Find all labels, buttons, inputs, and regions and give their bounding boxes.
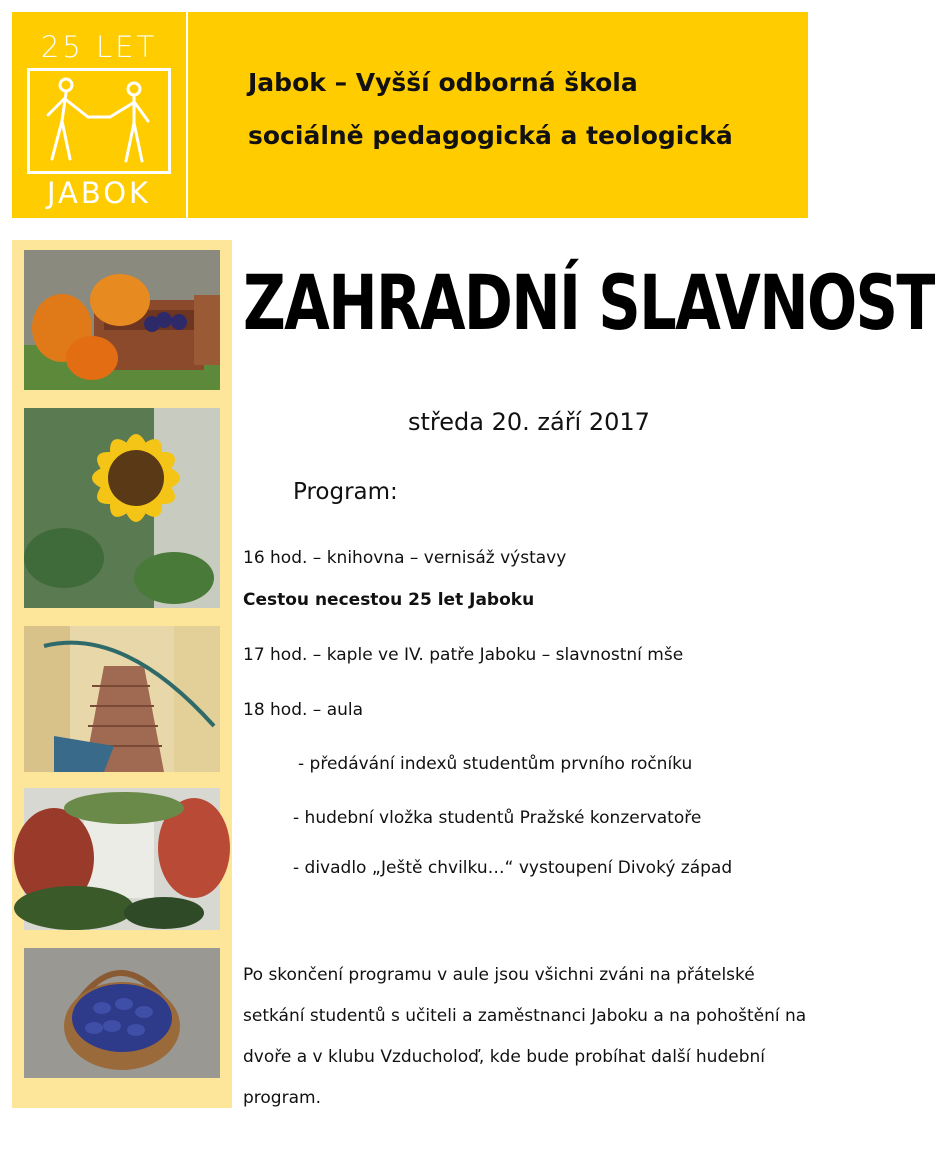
staircase-photo bbox=[24, 626, 220, 772]
program-item-7: - divadlo „Ještě chvilku…“ vystoupení Divoký západ bbox=[293, 858, 733, 878]
program-item-4: 18 hod. – aula bbox=[243, 700, 364, 720]
jabok-logo bbox=[12, 12, 188, 218]
program-item-3: 17 hod. – kaple ve IV. patře Jaboku – slavnostní mše bbox=[243, 645, 684, 665]
event-title: ZAHRADNÍ SLAVNOST bbox=[243, 258, 935, 347]
closing-paragraph: Po skončení programu v aule jsou všichni zváni na přátelské setkání studentů s učiteli a zaměstnanci Jaboku a na pohoštění na dvoře a v klubu Vzducholoď, kde bude probíhat další hudební program. bbox=[243, 965, 807, 1108]
program-item-1: 16 hod. – knihovna – vernisáž výstavy bbox=[243, 548, 567, 568]
logo-bottom-text: JABOK bbox=[46, 176, 152, 210]
program-item-6: - hudební vložka studentů Pražské konzervatoře bbox=[293, 808, 702, 828]
header-banner bbox=[12, 12, 808, 218]
school-name bbox=[248, 56, 808, 162]
program-heading: Program: bbox=[293, 479, 398, 505]
program-item-5: - předávání indexů studentům prvního ročníku bbox=[298, 754, 693, 774]
school-line-2: sociálně pedagogická a teologická bbox=[248, 121, 733, 150]
sunflower-photo bbox=[24, 408, 220, 608]
logo-top-text: 25 LET bbox=[40, 30, 158, 64]
photo-strip bbox=[12, 240, 232, 1108]
courtyard-ivy-photo bbox=[24, 788, 220, 930]
program-item-2: Cestou necestou 25 let Jaboku bbox=[243, 590, 535, 610]
school-line-1: Jabok – Vyšší odborná škola bbox=[248, 68, 638, 97]
pumpkins-photo bbox=[24, 250, 220, 390]
logo-figures-icon bbox=[27, 68, 171, 174]
plum-basket-photo bbox=[24, 948, 220, 1078]
event-date: středa 20. září 2017 bbox=[408, 408, 650, 436]
